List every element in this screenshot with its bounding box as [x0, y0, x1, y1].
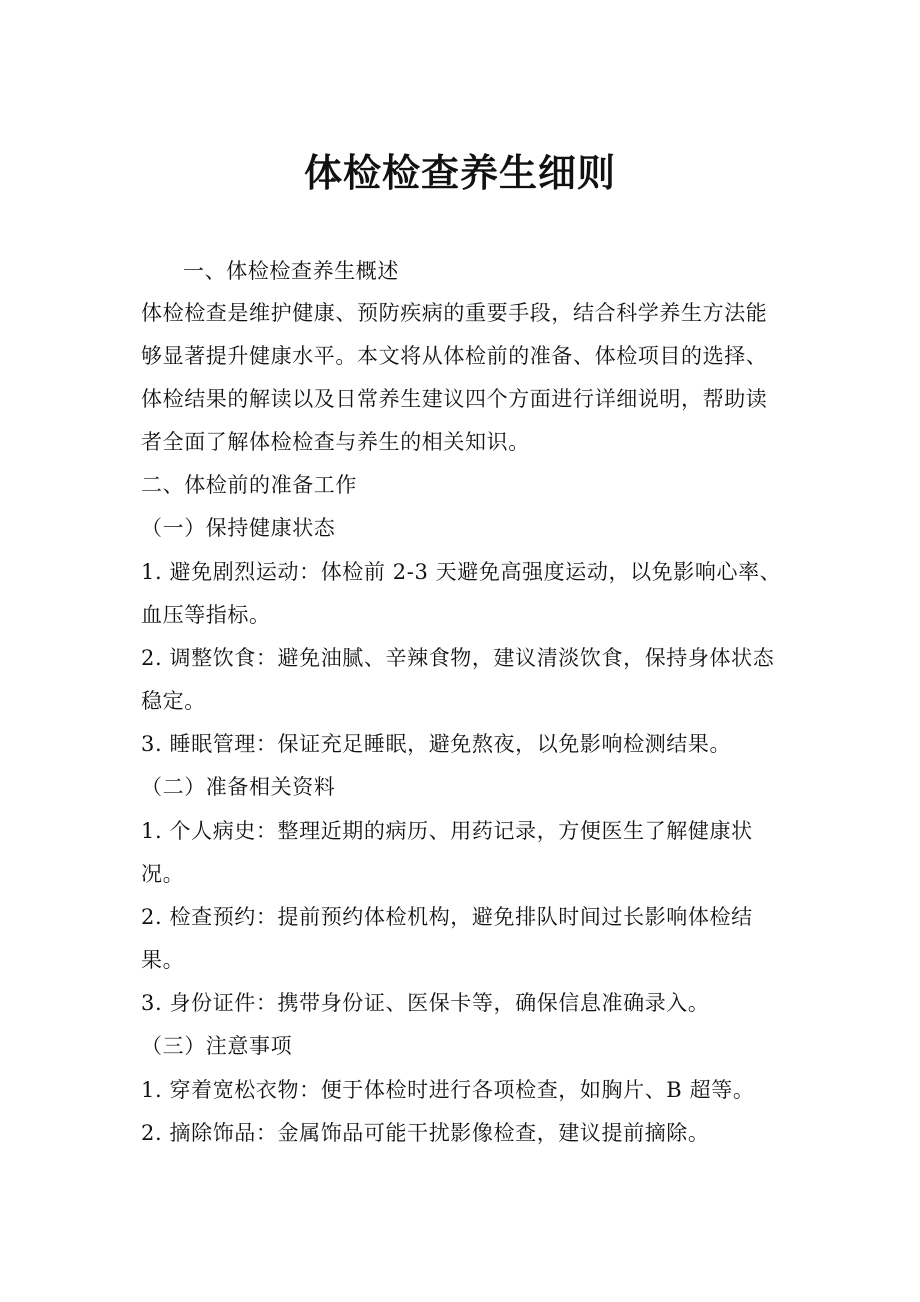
- document-title: 体检检查养生细则: [303, 151, 616, 195]
- list-item-line: 果。: [141, 948, 185, 972]
- list-item-line: 况。: [141, 862, 185, 886]
- subsection-heading-health: （一）保持健康状态: [141, 516, 336, 540]
- subsection-heading-notes: （三）注意事项: [141, 1034, 293, 1058]
- section1-paragraph-line: 体检结果的解读以及日常养生建议四个方面进行详细说明，帮助读: [141, 387, 768, 411]
- section1-heading: 一、体检检查养生概述: [183, 259, 399, 283]
- section1-paragraph-line: 者全面了解体检检查与养生的相关知识。: [141, 430, 530, 454]
- list-item: 3. 身份证件：携带身份证、医保卡等，确保信息准确录入。: [141, 991, 710, 1015]
- section1-paragraph-line: 够显著提升健康水平。本文将从体检前的准备、体检项目的选择、: [141, 344, 768, 368]
- list-item-line: 2. 检查预约：提前预约体检机构，避免排队时间过长影响体检结: [141, 905, 753, 929]
- list-item: 3. 睡眠管理：保证充足睡眠，避免熬夜，以免影响检测结果。: [141, 732, 732, 756]
- list-item-line: 稳定。: [141, 689, 206, 713]
- list-item: 2. 摘除饰品：金属饰品可能干扰影像检查，建议提前摘除。: [141, 1121, 710, 1145]
- list-item-line: 血压等指标。: [141, 603, 271, 627]
- subsection-heading-materials: （二）准备相关资料: [141, 775, 336, 799]
- list-item-line: 1. 个人病史：整理近期的病历、用药记录，方便医生了解健康状: [141, 819, 753, 843]
- section2-heading: 二、体检前的准备工作: [141, 473, 357, 497]
- list-item-line: 1. 避免剧烈运动：体检前 2-3 天避免高强度运动，以免影响心率、: [141, 560, 782, 584]
- section1-paragraph-line: 体检检查是维护健康、预防疾病的重要手段，结合科学养生方法能: [141, 301, 768, 325]
- list-item-line: 2. 调整饮食：避免油腻、辛辣食物，建议清淡饮食，保持身体状态: [141, 646, 775, 670]
- list-item: 1. 穿着宽松衣物：便于体检时进行各项检查，如胸片、B 超等。: [141, 1078, 755, 1102]
